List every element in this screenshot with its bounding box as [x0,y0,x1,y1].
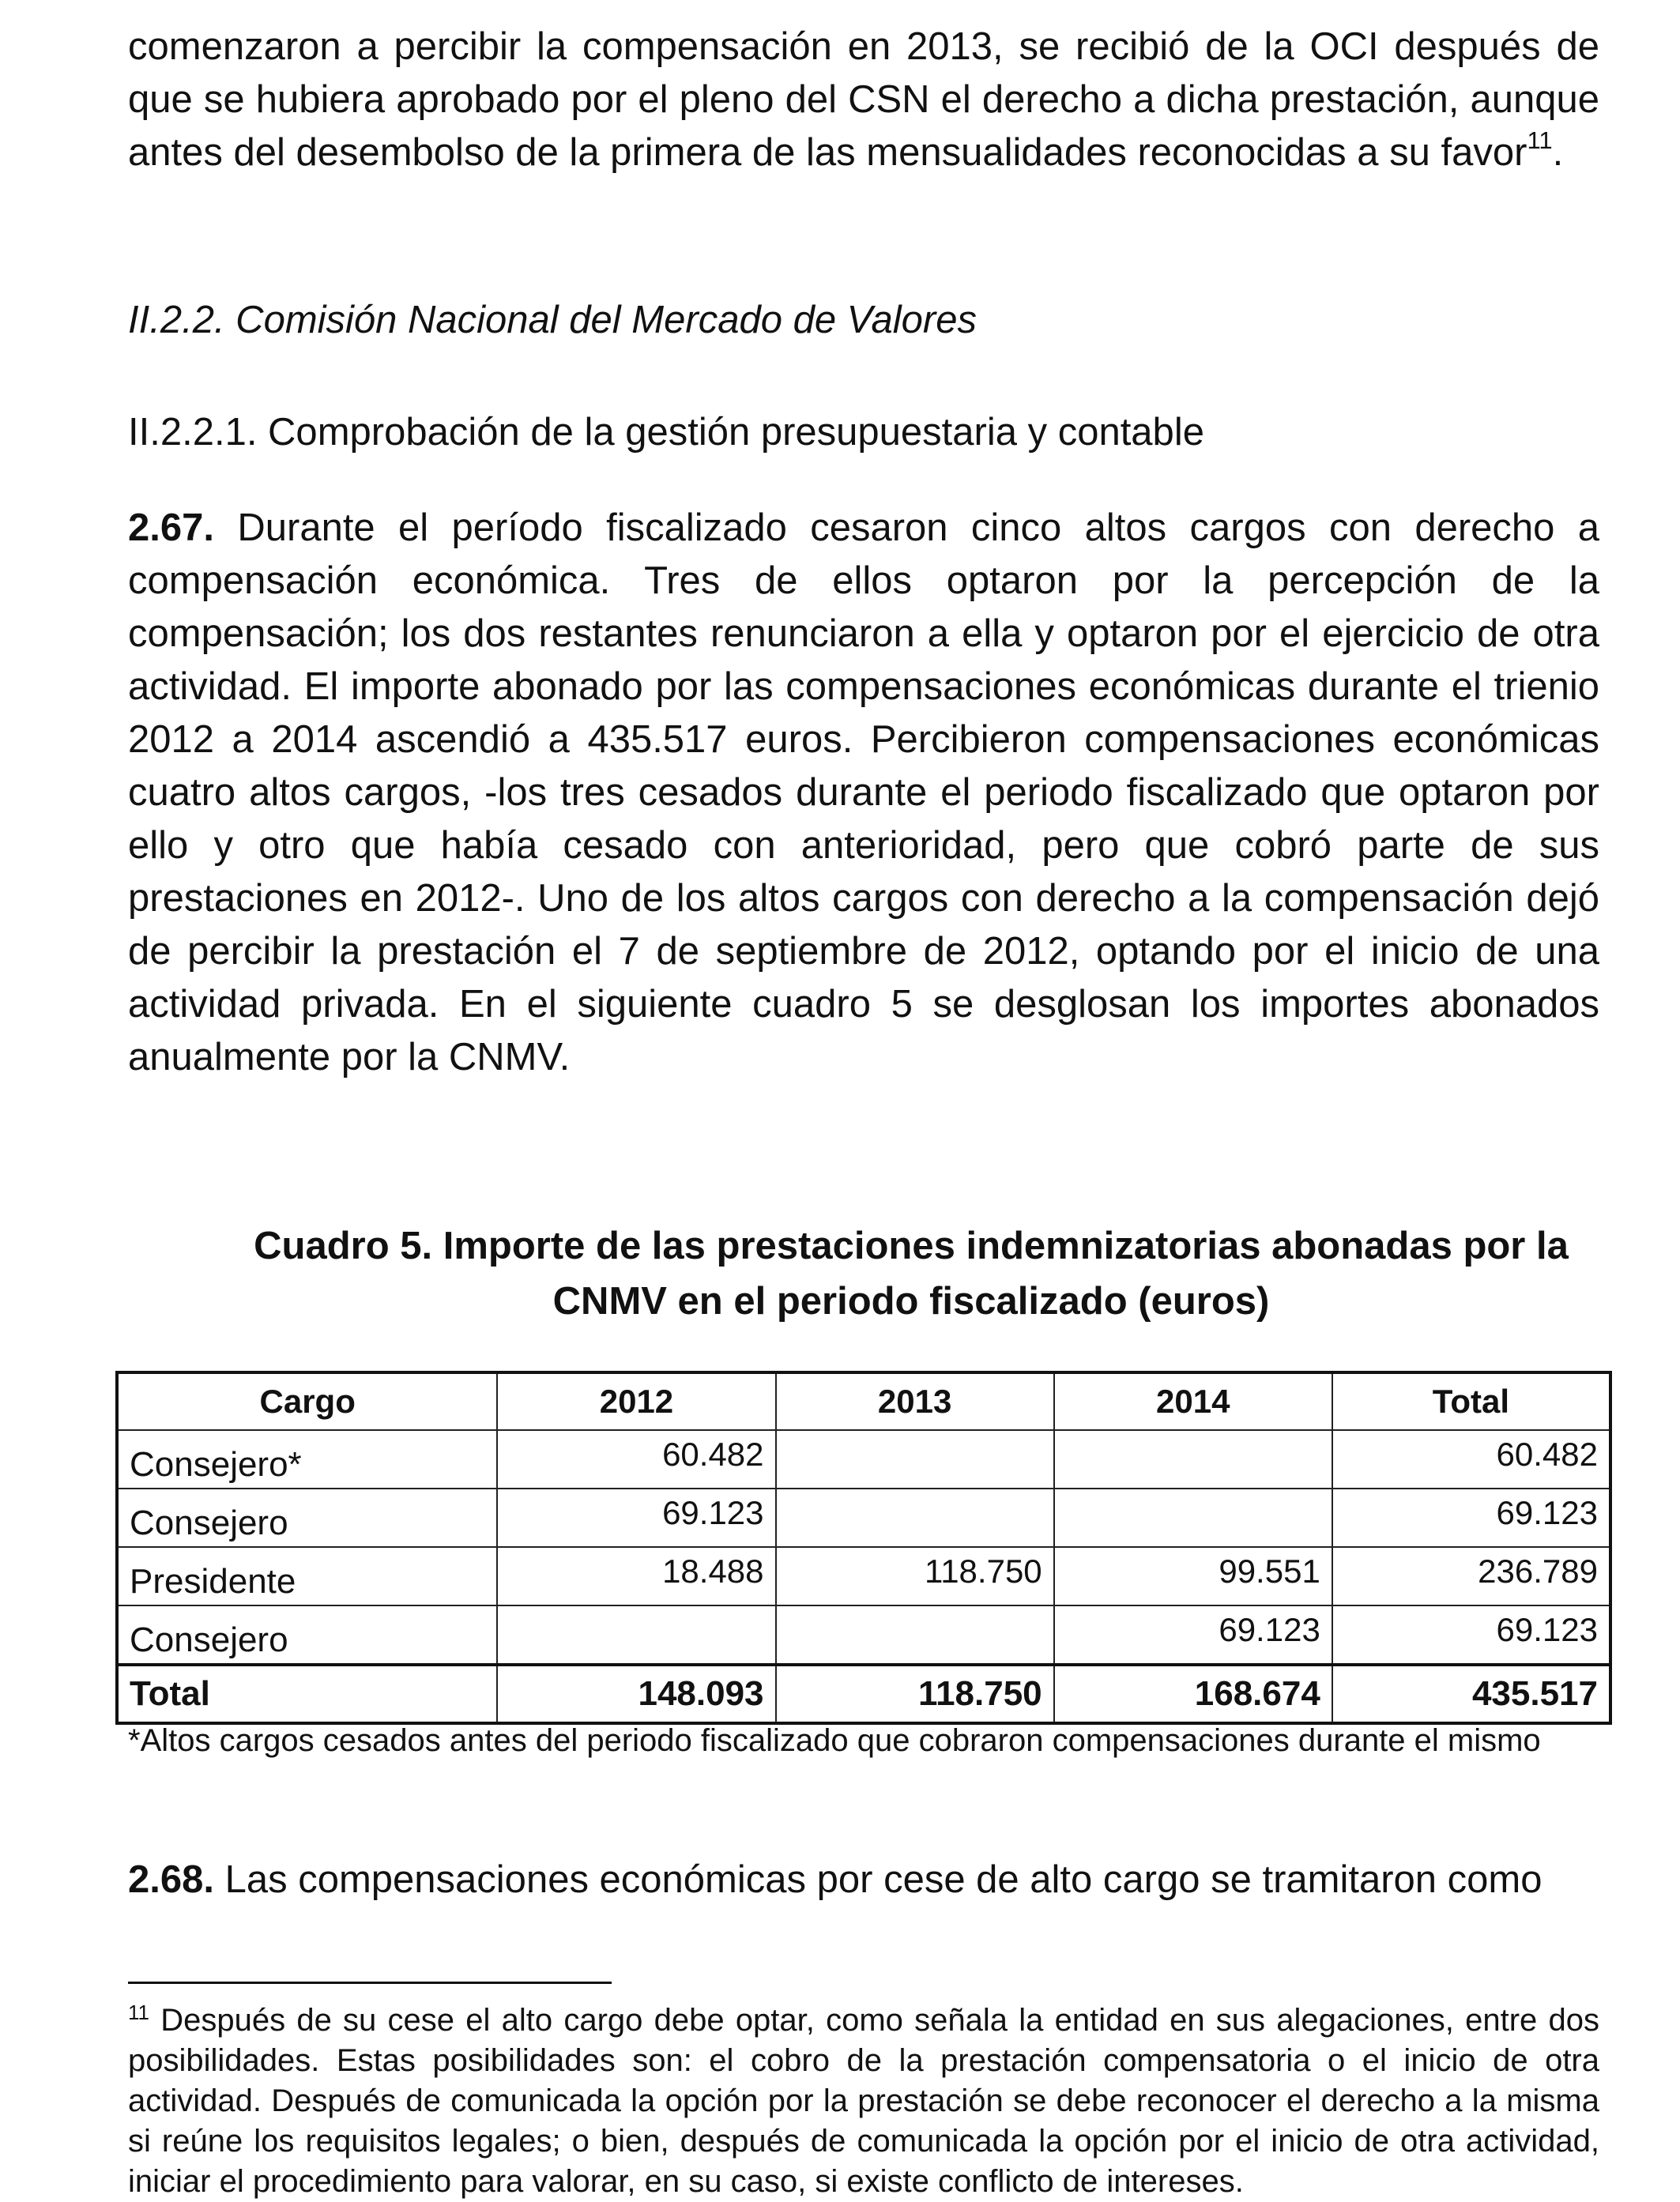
footnote-number: 11 [128,2001,149,2024]
column-header: Cargo [117,1372,497,1430]
footnote-reference[interactable]: 11 [1527,126,1553,154]
footnote-separator [128,1982,612,1984]
value-cell: 69.123 [1332,1605,1610,1665]
total-cell: 118.750 [776,1665,1054,1723]
value-cell [776,1489,1054,1547]
table-note: *Altos cargos cesados antes del periodo fiscalizado que cobraron compensaciones durante el mismo [128,1723,1541,1758]
paragraph-2-67 [128,502,1599,1084]
section-heading: II.2.2. Comisión Nacional del Mercado de Valores [128,299,977,341]
paragraph-2-68 [128,1854,1599,1907]
compensation-table [115,1371,1612,1725]
value-cell: 60.482 [497,1430,775,1489]
column-header: 2013 [776,1372,1054,1430]
total-cell: 148.093 [497,1665,775,1723]
cargo-cell: Consejero* [117,1430,497,1489]
paragraph-number: 2.68. [128,1858,214,1901]
paragraph-text: Las compensaciones económicas por cese de alto cargo se tramitaron como [224,1858,1543,1901]
table-row [117,1489,1610,1547]
cargo-cell: Presidente [117,1547,497,1605]
column-header: Total [1332,1372,1610,1430]
table-row [117,1430,1610,1489]
table-header-row [117,1372,1610,1430]
value-cell: 118.750 [776,1547,1054,1605]
column-header: 2012 [497,1372,775,1430]
cargo-cell: Consejero [117,1605,497,1665]
column-header: 2014 [1054,1372,1332,1430]
table-row [117,1605,1610,1665]
value-cell [776,1430,1054,1489]
intro-paragraph: comenzaron a percibir la compensación en 2013, se recibió de la OCI después de que se hubiera aprobado por el pleno del CSN el derecho a dicha prestación, aunque antes del desembolso de la primera de las mensualidades reconocidas a su favor$^{11}$. [128,25,1599,174]
value-cell: 69.123 [1054,1605,1332,1665]
paragraph-number: 2.67. [128,506,214,549]
cargo-cell: Consejero [117,1489,497,1547]
value-cell: 69.123 [1332,1489,1610,1547]
value-cell: 69.123 [497,1489,775,1547]
footnote-text: Después de su cese el alto cargo debe optar, como señala la entidad en sus alegaciones, entre dos posibilidades. Estas posibilidades son: el cobro de la prestación compensatoria o el inicio de otra actividad. Después de comunicada la opción por la prestación se debe reconocer el derecho a la misma si reúne los requisitos legales; o bien, después de comunicada la opción por el inicio de otra actividad, iniciar el procedimiento para valorar, en su caso, si existe conflicto de intereses. [128,2003,1599,2199]
value-cell [497,1605,775,1665]
intro-text: comenzaron a percibir la compensación en 2013, se recibió de la OCI después de que se hubiera aprobado por el pleno del CSN el derecho a dicha prestación, aunque antes del desembolso de la primera de las mensualidades reconocidas a su favor [128,25,1599,174]
value-cell: 60.482 [1332,1430,1610,1489]
value-cell [776,1605,1054,1665]
subsection-heading: II.2.2.1. Comprobación de la gestión presupuestaria y contable [128,411,1204,454]
value-cell: 18.488 [497,1547,775,1605]
paragraph-text: Durante el período fiscalizado cesaron cinco altos cargos con derecho a compensación económica. Tres de ellos optaron por la percepción de la compensación; los dos restantes renunciaron a ella y optaron por el ejercicio de otra actividad. El importe abonado por las compensaciones económicas durante el trienio 2012 a 2014 ascendió a 435.517 euros. Percibieron compensaciones económicas cuatro altos cargos, -los tres cesados durante el periodo fiscalizado que optaron por ello y otro que había cesado con anterioridad, pero que cobró parte de sus prestaciones en 2012-. Uno de los altos cargos con derecho a la compensación dejó de percibir la prestación el 7 de septiembre de 2012, optando por el inicio de una actividad privada. En el siguiente cuadro 5 se desglosan los importes abonados anualmente por la CNMV. [128,506,1599,1078]
value-cell [1054,1430,1332,1489]
value-cell: 236.789 [1332,1547,1610,1605]
value-cell [1054,1489,1332,1547]
total-label: Total [117,1665,497,1723]
footnote [128,2001,1599,2202]
table-title: Cuadro 5. Importe de las prestaciones indemnizatorias abonadas por la CNMV en el periodo fiscalizado (euros) [254,1225,1569,1323]
total-cell: 435.517 [1332,1665,1610,1723]
total-cell: 168.674 [1054,1665,1332,1723]
value-cell: 99.551 [1054,1547,1332,1605]
table-row [117,1547,1610,1605]
table-total-row [117,1665,1610,1723]
